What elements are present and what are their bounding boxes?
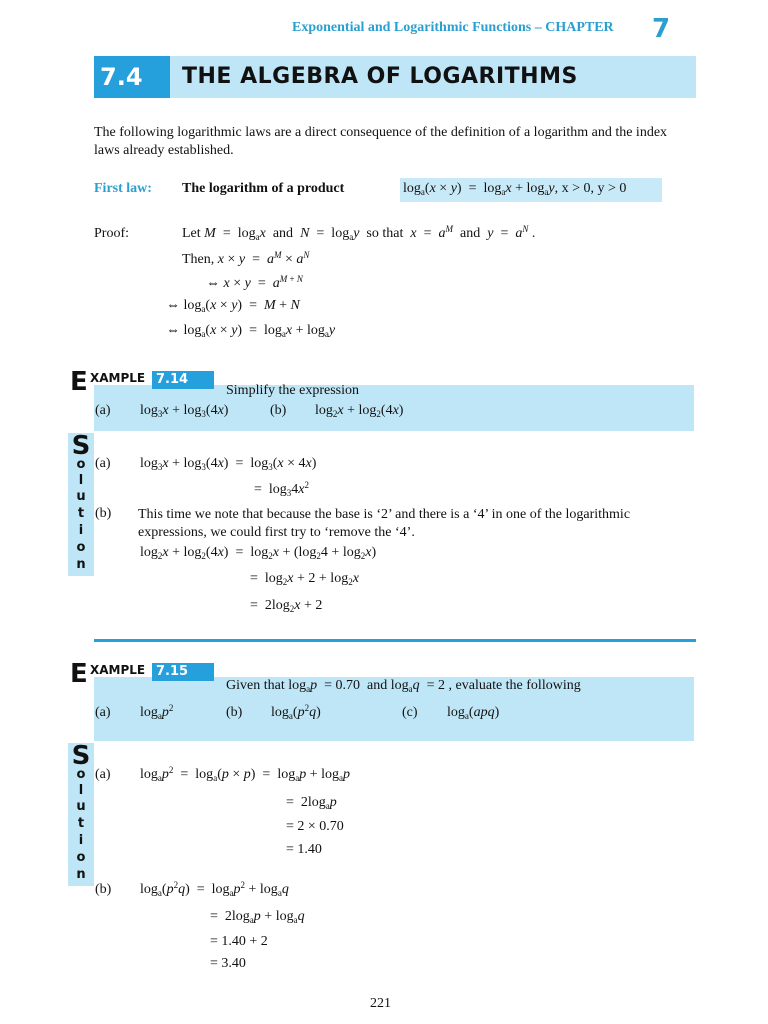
example-7-15-part-c-label: (c) [402,705,418,720]
first-law-label: First law: [94,181,152,196]
solution-14-b-label: (b) [95,506,112,521]
solution-letter: t [77,506,85,521]
page-number: 221 [370,996,391,1011]
solution-letter: l [78,473,84,488]
solution-letter: S [71,741,91,771]
example-7-15-part-c: $\log_a(apq)$ [447,705,500,721]
proof-line-3: ⇔ $x \times y = a^{M + N}$ [206,274,303,291]
solution-15-b-line-1: $\log_a(p^2q) = \log_ap^2 + \log_aq$ [140,880,289,898]
example-7-14-tag [70,367,218,397]
prompt-pre: Given that [226,678,285,693]
proof-line-4: ⇔ $\log_a(x \times y) = M + N$ [166,298,300,314]
section-title: THE ALGEBRA OF LOGARITHMS [182,64,578,89]
example-7-14-prompt: Simplify the expression [226,383,359,398]
solution-letter: o [76,850,86,865]
solution-14-b-line-2: = $\log_2x + 2 + \log_2x$ [250,571,359,587]
solution-letter: t [77,816,85,831]
example-7-14-part-b: $\log_2x + \log_2(4x)$ [315,403,404,419]
example-7-15-part-b-label: (b) [226,705,243,720]
iff-symbol: ⇔ [166,323,180,338]
solution-letter: o [76,767,86,782]
example-number: 7.14 [152,371,214,389]
example-7-15-prompt: Given that $\log_ap = 0.70$ and $\log_aq = 2$ , evaluate the following [226,678,581,694]
example-E-glyph: E [70,659,88,689]
solution-letter: n [76,557,86,572]
proof-line-1: Let $M = \log_ax$ and $N = \log_ay$ so that $x = a^M$ and $y = a^N$ . [182,224,536,242]
section-number: 7.4 [94,56,170,98]
solution-14-a-line-2: = $\log_34x^2$ [254,480,310,498]
solution-tag [68,433,94,576]
proof-so-that: so that [366,226,404,241]
prompt-and: and [367,678,388,693]
proof-line-2: Then, $x \times y = a^M \times a^N$ [182,250,310,267]
chapter-number: 7 [652,14,671,44]
solution-tag [68,743,94,886]
solution-14-b-line-3: = $2\log_2x + 2$ [250,598,323,614]
solution-letter: i [78,833,84,848]
running-header: Exponential and Logarithmic Functions – CHAPTER [292,20,614,35]
solution-letter: l [78,783,84,798]
first-law-conditions: , x > 0, y > 0 [554,181,627,196]
example-7-14-part-b-label: (b) [270,403,287,418]
solution-15-a-label: (a) [95,767,111,782]
prompt-val2: = 2 [426,678,446,693]
solution-14-b-line-1: $\log_2x + \log_2(4x) = \log_2x + (\log_24 + \log_2x)$ [140,545,377,561]
example-word: XAMPLE [90,371,146,385]
solution-14-a-line-1: $\log_3x + \log_3(4x) = \log_3(x \times 4x)$ [140,456,317,472]
example-number: 7.15 [152,663,214,681]
solution-letter: o [76,540,86,555]
proof-label: Proof: [94,226,129,241]
first-law-name: The logarithm of a product [182,181,345,196]
solution-letter: S [71,431,91,461]
solution-14-b-text: This time we note that because the base is ‘2’ and there is a ‘4’ in one of the logarithmic expressions, we could first try to ‘remove the ‘4’. [138,507,631,540]
proof-let: Let [182,226,201,241]
example-7-15-part-a: $\log_ap^2$ [140,703,174,721]
example-word: XAMPLE [90,663,146,677]
solution-15-b-label: (b) [95,882,112,897]
iff-symbol: ⇔ [206,276,220,291]
solution-letter: i [78,523,84,538]
proof-then: Then, [182,252,215,267]
solution-15-a-line-4: = 1.40 [286,842,322,857]
solution-15-a-line-3: = 2 × 0.70 [286,819,344,834]
example-E-glyph: E [70,367,88,397]
solution-letter: o [76,457,86,472]
prompt-post: , evaluate the following [448,678,581,693]
solution-15-a-line-1: $\log_ap^2 = \log_a(p \times p) = \log_ap + \log_ap$ [140,765,351,783]
example-7-15-part-b: $\log_a(p^2q)$ [271,703,321,721]
prompt-val1: = 0.70 [324,678,361,693]
proof-line-5: ⇔ $\log_a(x \times y) = \log_ax + \log_ay$ [166,323,336,339]
solution-14-a-label: (a) [95,456,111,471]
example-7-14-part-a-label: (a) [95,403,111,418]
example-7-15-tag [70,659,218,689]
intro-paragraph: The following logarithmic laws are a direct consequence of the definition of a logarithm and the index laws already established. [94,125,668,158]
solution-15-b-line-4: = 3.40 [210,956,246,971]
iff-symbol: ⇔ [166,298,180,313]
solution-letter: n [76,867,86,882]
section-divider [94,639,696,642]
solution-15-a-line-2: = $2\log_ap$ [286,795,337,811]
solution-letter: u [76,799,86,814]
solution-15-b-line-3: = 1.40 + 2 [210,934,268,949]
example-7-14-part-a: $\log_3x + \log_3(4x)$ [140,403,229,419]
first-law-formula: $\log_a(x \times y) = \log_ax + \log_ay$, x > 0, y > 0 [403,181,627,197]
example-7-15-part-a-label: (a) [95,705,111,720]
solution-letter: u [76,489,86,504]
solution-15-b-line-2: = $2\log_ap + \log_aq$ [210,909,305,925]
proof-and: and [272,226,294,241]
